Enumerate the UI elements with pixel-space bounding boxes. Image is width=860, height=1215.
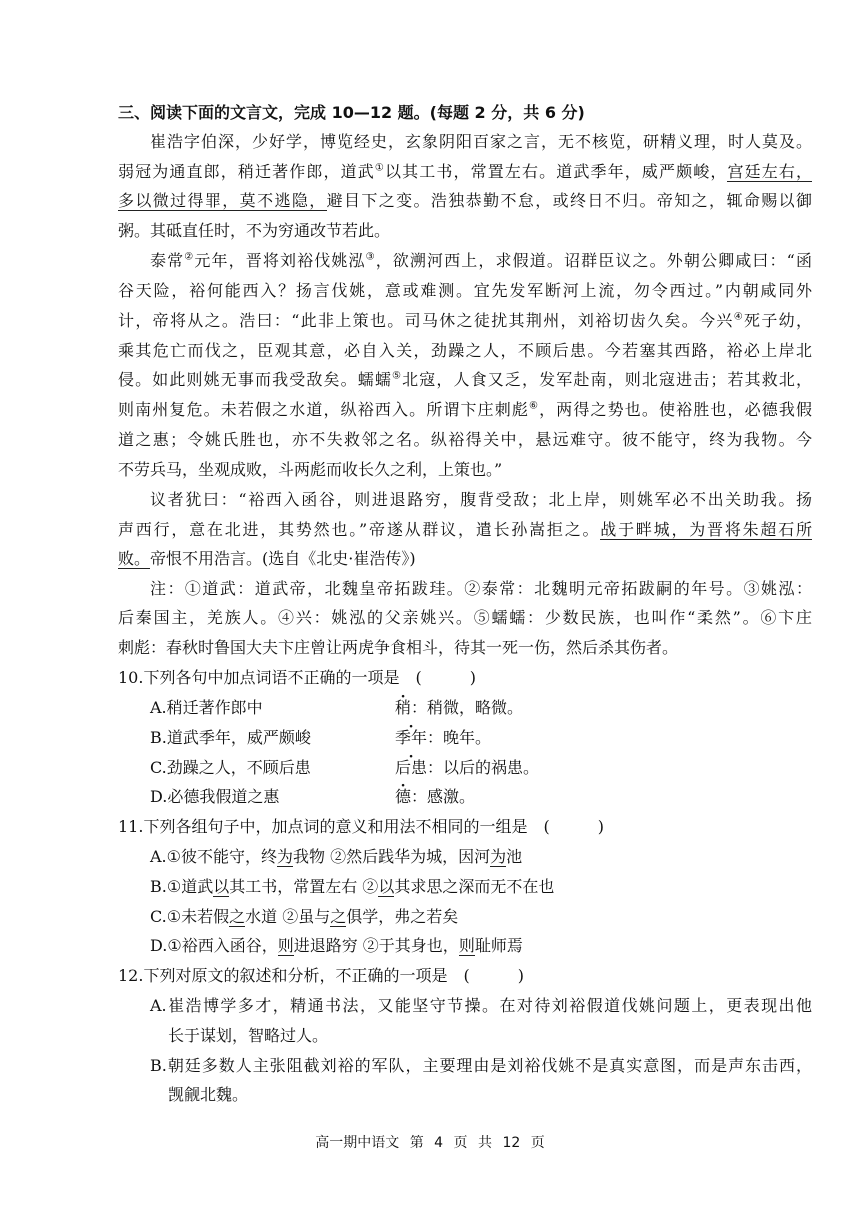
passage-text: 侵。如此则姚无事而我受敌矣。蠕蠕	[118, 370, 393, 389]
underlined-word: 之	[229, 907, 246, 926]
passage-text: 死子幼，	[744, 311, 812, 330]
passage-line	[118, 399, 812, 421]
note-number: ①	[184, 579, 203, 598]
underlined-sentence: 多以微过得罪，莫不逃隐，	[118, 191, 327, 210]
passage-text: 避目下之变。浩独恭勤不怠，或终日不归。帝知之，辄命赐以御	[326, 191, 812, 210]
stem-text: 10.下列各句中加点词语不正确的一项是	[118, 668, 400, 687]
option-b[interactable]	[150, 876, 812, 898]
passage-text: ，两得之势也。使裕胜也，必德我假	[539, 400, 812, 419]
note-marker: ⑥	[529, 400, 540, 412]
underlined-word: 为	[490, 847, 507, 866]
underlined-word: 以	[213, 877, 230, 896]
option-c[interactable]	[150, 906, 812, 928]
option-text: D.①裕西入函谷，	[150, 936, 278, 955]
stem-text: 12.下列对原文的叙述和分析，不正确的一项是	[118, 966, 448, 985]
underlined-sentence: 战于畔城，为晋将朱超石所	[600, 520, 812, 539]
note-text: 泰常：北魏明元帝拓跋嗣的年号。	[481, 579, 744, 598]
footer-page-number: 第 4 页	[409, 1135, 468, 1151]
gloss-text: ：稍微，略微。	[411, 698, 524, 717]
note-marker: ②	[184, 251, 195, 263]
note-marker: ③	[365, 251, 376, 263]
option-text: 我物 ②然后践华为城，因河	[293, 847, 491, 866]
option-text: B.道武季年，威严颇峻	[150, 728, 311, 747]
option-text: B.①道武	[150, 877, 214, 896]
passage-text: 以其工书，常置左右。道武季年，威严颇峻，	[384, 162, 728, 181]
passage-text: 则南州复危。未若假之水道，纵裕西入。所谓卞庄刺彪	[118, 400, 530, 419]
note-text: 注：	[150, 579, 185, 598]
question-stem	[118, 667, 476, 689]
dotted-word: 后患	[395, 758, 428, 777]
option-text: 俱学，弗之若矣	[346, 907, 459, 926]
question-stem	[118, 965, 524, 987]
passage-line: 乘其危亡而伐之，臣观其意，必自入关，劲躁之人，不顾后患。今若塞其西路，裕必上岸北	[118, 341, 812, 360]
note-marker: ④	[733, 311, 745, 323]
note-text: 姚泓：	[761, 579, 812, 598]
passage-text: ，欲溯河西上，求假道。诏群臣议之。外朝公卿咸曰：“函	[375, 251, 812, 270]
footer-subject: 高一期中语文	[315, 1135, 400, 1151]
note-number: ⑤	[473, 608, 492, 627]
passage-line	[118, 190, 812, 212]
note-text: 道武：道武帝，北魏皇帝拓跋珪。	[202, 579, 465, 598]
answer-blank[interactable]: ( )	[543, 817, 604, 836]
passage-line: 粥。其砥直任时，不为穷通改节若此。	[118, 221, 391, 240]
option-gloss	[395, 697, 523, 719]
note-number: ④	[278, 608, 296, 627]
note-line	[150, 578, 812, 600]
underlined-sentence: 败。	[118, 549, 151, 568]
passage-line: 崔浩字伯深，少好学，博览经史，玄象阴阳百家之言，无不核览，研精义理，时人莫及。	[150, 132, 812, 151]
passage-line: 谷天险，裕何能西入？扬言伐姚，意或难测。宜先发军断河上流，勿令西过。”内朝咸同外	[118, 281, 812, 300]
gloss-text: ：以后的祸患。	[427, 758, 540, 777]
option-text: 其工书，常置左右 ②	[229, 877, 379, 896]
answer-blank[interactable]: ( )	[415, 668, 476, 687]
note-marker: ⑤	[392, 370, 403, 382]
underlined-word: 以	[378, 877, 395, 896]
option-b[interactable]: B.朝廷多数人主张阻截刘裕的军队，主要理由是刘裕伐姚不是真实意图，而是声东击西，	[150, 1056, 812, 1075]
footer-page-total: 共 12 页	[478, 1135, 545, 1151]
passage-text: 北寇，人食又乏，发军赴南，则北寇进击；若其救北，	[402, 370, 812, 389]
option-a[interactable]	[150, 846, 812, 868]
answer-blank[interactable]: ( )	[463, 966, 524, 985]
option-text: A.稍迁著作郎中	[150, 698, 263, 717]
passage-line	[118, 519, 812, 541]
question-stem	[118, 816, 604, 838]
dotted-word: 季年	[395, 728, 428, 747]
option-d[interactable]	[150, 935, 812, 957]
option-b-cont: 觊觎北魏。	[168, 1085, 249, 1104]
underlined-word: 则	[277, 936, 294, 955]
option-text: 水道 ②虽与	[245, 907, 331, 926]
passage-line	[118, 548, 416, 570]
option-text: 其求思之深而无不在也	[394, 877, 555, 896]
passage-text: 声西行，意在北进，其势然也。”帝遂从群议，遣长孙嵩拒之。	[118, 520, 601, 539]
passage-text: 弱冠为通直郎，稍迁著作郎，道武	[118, 162, 375, 181]
stem-text: 11.下列各组句子中，加点词的意义和用法不相同的一组是	[118, 817, 528, 836]
underlined-word: 之	[330, 907, 347, 926]
passage-line	[150, 250, 812, 272]
option-gloss	[395, 757, 539, 779]
section-heading: 三、阅读下面的文言文，完成 10—12 题。(每题 2 分，共 6 分)	[118, 103, 585, 122]
option-text: 池	[506, 847, 523, 866]
passage-line: 议者犹曰：“裕西入函谷，则进退路穷，腹背受敌；北上岸，则姚军必不出关助我。扬	[150, 490, 812, 509]
note-text: 蠕蠕：少数民族，也叫作“柔然”。	[491, 608, 761, 627]
note-number: ②	[464, 579, 482, 598]
note-marker: ①	[374, 162, 385, 174]
option-text: A.①彼不能守，终	[150, 847, 277, 866]
note-line: 刺彪：春秋时鲁国大夫卞庄曾让两虎争食相斗，待其一死一伤，然后杀其伤者。	[118, 638, 679, 657]
option-a-cont: 长于谋划，智略过人。	[168, 1026, 329, 1045]
note-number: ⑥	[760, 608, 779, 627]
option-text: 进退路穷 ②于其身也，	[293, 936, 459, 955]
passage-line: 不劳兵马，坐观成败，斗两彪而收长久之利，上策也。”	[118, 460, 503, 479]
option-text: C.劲躁之人，不顾后患	[150, 758, 311, 777]
passage-text: 泰常	[150, 251, 185, 270]
option-text: D.必德我假道之惠	[150, 787, 280, 806]
option-gloss	[395, 786, 475, 808]
page-footer	[0, 1132, 860, 1152]
option-text: C.①未若假	[150, 907, 230, 926]
gloss-text: ：感激。	[411, 787, 476, 806]
dotted-word: 稍	[395, 698, 412, 717]
dotted-word: 德	[395, 787, 412, 806]
gloss-text: ：晚年。	[427, 728, 492, 747]
option-a[interactable]: A.崔浩博学多才，精通书法，又能坚守节操。在对待刘裕假道伐姚问题上，更表现出他	[150, 996, 812, 1015]
passage-text: 计，帝将从之。浩曰：“此非上策也。司马休之徒扰其荆州，刘裕切齿久矣。今兴	[118, 311, 734, 330]
passage-text: 帝恨不用浩言。(选自《北史·崔浩传》)	[150, 549, 416, 568]
note-text: 卞庄	[778, 608, 812, 627]
passage-line	[118, 161, 812, 183]
underlined-word: 则	[458, 936, 475, 955]
note-text: 后秦国主，羌族人。	[118, 608, 279, 627]
option-text: 耻师焉	[474, 936, 523, 955]
passage-text: 元年，晋将刘裕伐姚泓	[194, 251, 366, 270]
passage-line	[118, 369, 812, 391]
note-text: 兴：姚泓的父亲姚兴。	[295, 608, 474, 627]
note-line	[118, 607, 812, 629]
passage-line: 道之惠；令姚氏胜也，亦不失救邻之名。纵裕得关中，悬远难守。彼不能守，终为我物。今	[118, 430, 812, 449]
note-number: ③	[743, 579, 762, 598]
underlined-sentence: 宫廷左右，	[727, 162, 812, 181]
underlined-word: 为	[277, 847, 294, 866]
passage-line	[118, 310, 812, 332]
